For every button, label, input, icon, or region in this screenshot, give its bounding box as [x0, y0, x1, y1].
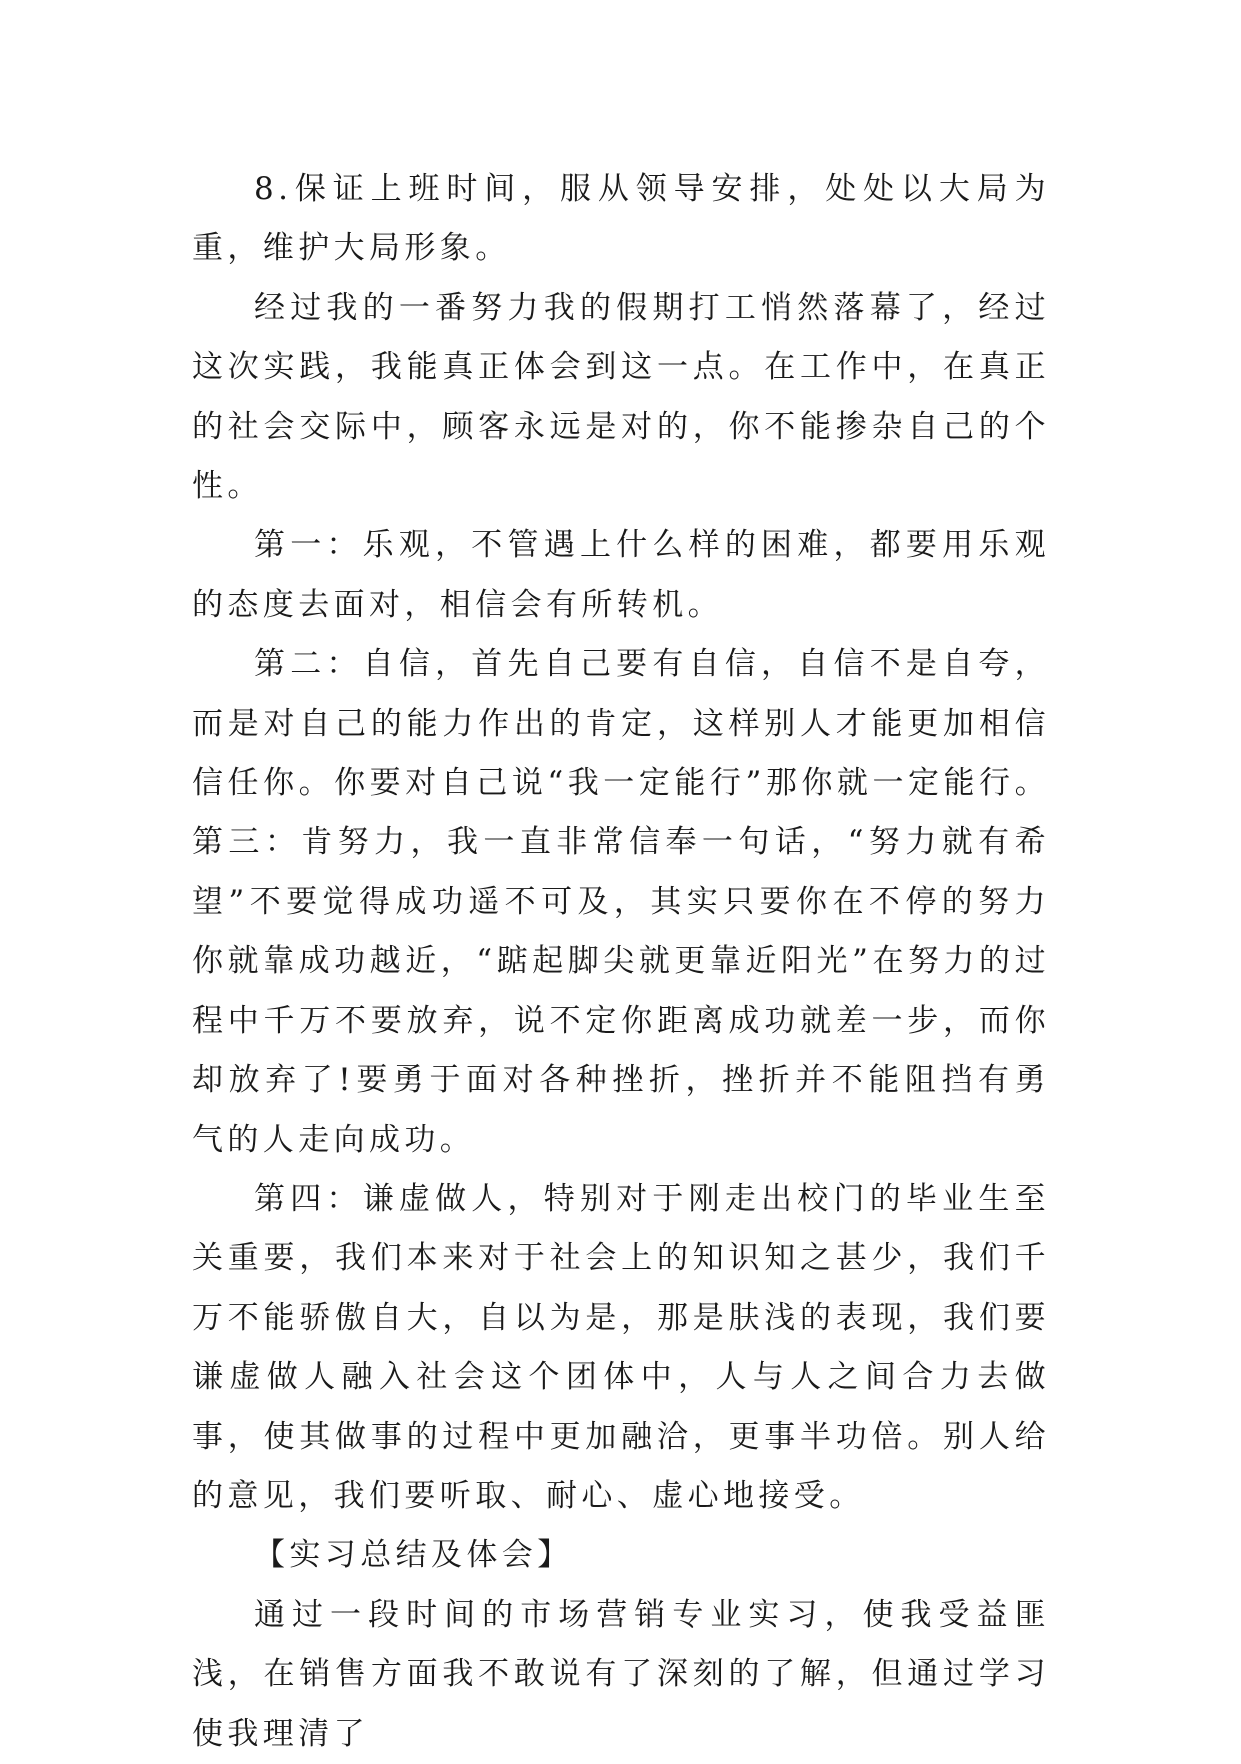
- section-heading-summary: 【实习总结及体会】: [254, 1537, 573, 1574]
- paragraph-practice-experience: 经过我的一番努力我的假期打工悄然落幕了，经过这次实践，我能真正体会到这一点。在工作中，在真正的社会交际中，顾客永远是对的，你不能掺杂自己的个性。: [192, 289, 1050, 505]
- document-body: [192, 160, 1050, 1764]
- paragraph-first-optimism: 第一：乐观，不管遇上什么样的困难，都要用乐观的态度去面对，相信会有所转机。: [192, 527, 1050, 623]
- paragraph-fourth-modesty: 第四：谦虚做人，特别对于刚走出校门的毕业生至关重要，我们本来对于社会上的知识知之甚少，我们千万不能骄傲自大，自以为是，那是肤浅的表现，我们要谦虚做人融入社会这个团体中，人与人之间合力去做事，使其做事的过程中更加融洽，更事半功倍。别人给的意见，我们要听取、耐心、虚心地接受。: [192, 1180, 1050, 1514]
- paragraph-summary-intro: 通过一段时间的市场营销专业实习，使我受益匪浅，在销售方面我不敢说有了深刻的了解，但通过学习使我理清了: [192, 1596, 1050, 1752]
- paragraph-second-confidence: 第二：自信，首先自己要有自信，自信不是自夸，而是对自己的能力作出的肯定，这样别人才能更加相信信任你。你要对自己说“我一定能行”那你就一定能行。第三：肯努力，我一直非常信奉一句话，“努力就有希望”不要觉得成功遥不可及，其实只要你在不停的努力你就靠成功越近，“踮起脚尖就更靠近阳光”在努力的过程中千万不要放弃，说不定你距离成功就差一步，而你却放弃了!要勇于面对各种挫折，挫折并不能阻挡有勇气的人走向成功。: [192, 646, 1050, 1158]
- paragraph-work-rule-8: 8.保证上班时间，服从领导安排，处处以大局为重，维护大局形象。: [192, 171, 1050, 267]
